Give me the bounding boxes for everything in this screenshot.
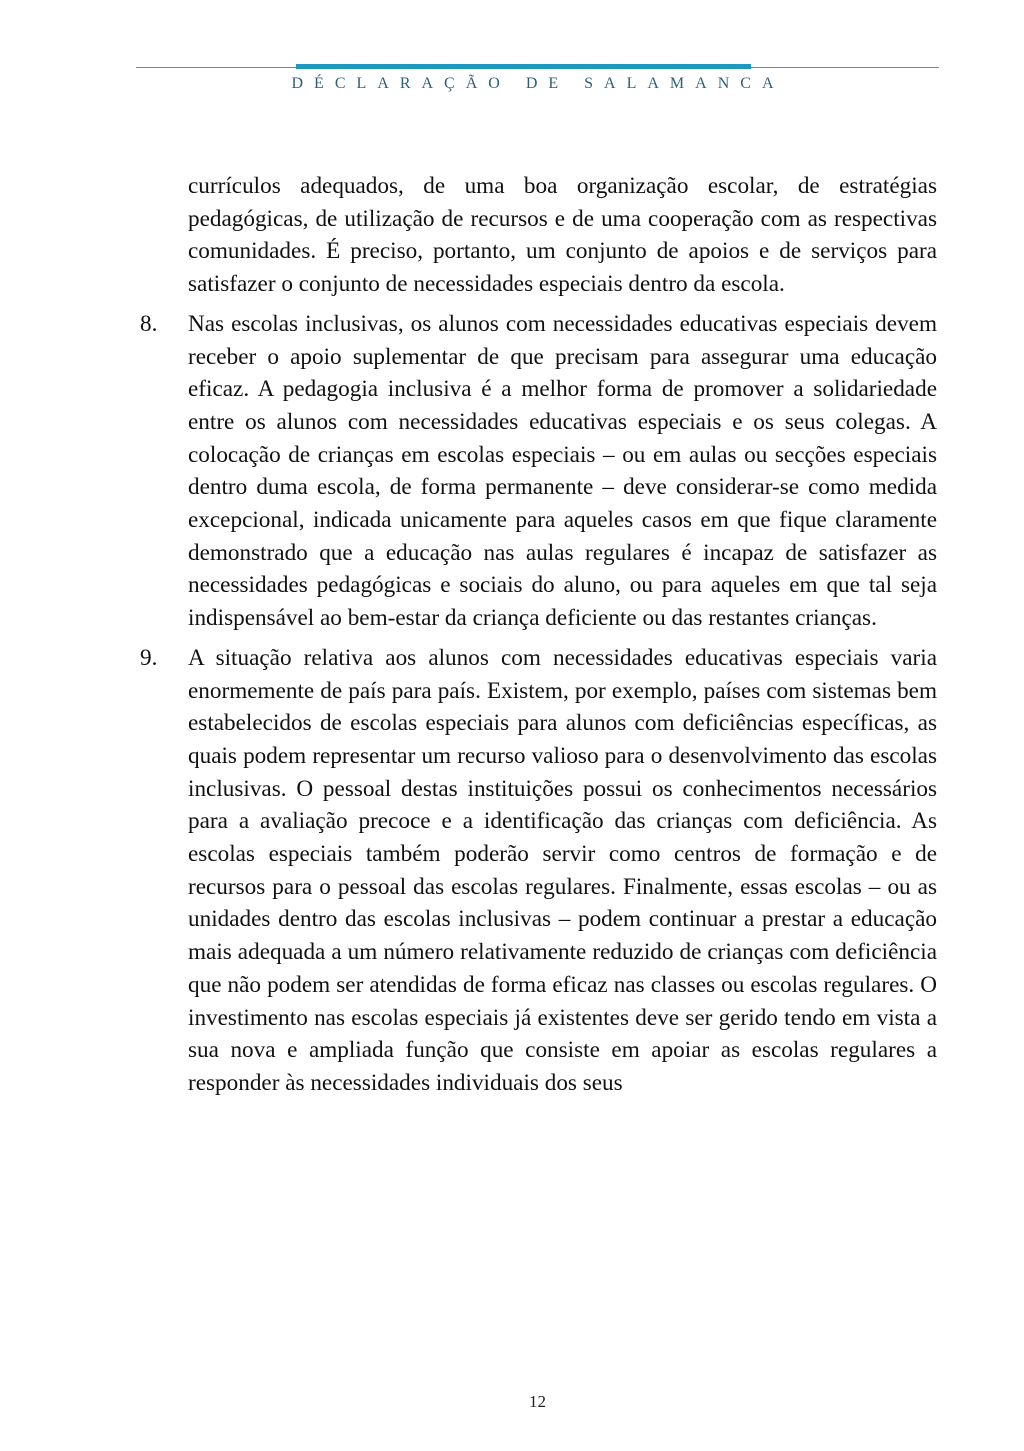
item-number: 9. [140,644,158,671]
item-text: A situação relativa aos alunos com necessidades educativas especiais varia enormemente de país para país. Existem, por exemplo, países com sistemas bem estabelecidos de escolas especiais para alunos com deficiências específicas, as quais podem representar um recurso valioso para o desenvolvimento das escolas inclusivas. O pessoal destas instituições possui os conhecimentos necessários para a avaliação precoce e a identificação das crianças com deficiência. As escolas especiais também poderão servir como centros de formação e de recursos para o pessoal das escolas regulares. Finalmente, essas escolas – ou as unidades dentro das escolas inclusivas – podem continuar a prestar a educação mais adequada a um número relativamente reduzido de crianças com deficiência que não podem ser atendidas de forma eficaz nas classes ou escolas regulares. O investimento nas escolas especiais já existentes deve ser gerido tendo em vista a sua nova e ampliada função que consiste em apoiar as escolas regulares a responder às necessidades individuais dos seus [188,644,937,1096]
continued-paragraph: currículos adequados, de uma boa organização escolar, de estratégias pedagógicas, de utilização de recursos e de uma cooperação com as respectivas comunidades. É preciso, portanto, um conjunto de apoios e de serviços para satisfazer o conjunto de necessidades especiais dentro da escola. [188,173,937,298]
page-body [140,170,937,1107]
header-rule-accent [296,64,751,69]
list-item [140,642,937,1100]
list-item [140,308,937,635]
running-header-title: DÉCLARAÇÃO DE SALAMANCA [291,75,785,92]
item-text: Nas escolas inclusivas, os alunos com necessidades educativas especiais devem receber o apoio suplementar de que precisam para assegurar uma educação eficaz. A pedagogia inclusiva é a melhor forma de promover a solidariedade entre os alunos com necessidades educativas especiais e os seus colegas. A colocação de crianças em escolas especiais – ou em aulas ou secções especiais dentro duma escola, de forma permanente – deve considerar-se como medida excepcional, indicada unicamente para aqueles casos em que fique claramente demonstrado que a educação nas aulas regulares é incapaz de satisfazer as necessidades pedagógicas e sociais do aluno, ou para aqueles em que tal seja indispensável ao bem-estar da criança deficiente ou das restantes crianças. [188,310,937,632]
item-number: 8. [140,310,158,337]
page-number: 12 [529,1392,546,1411]
